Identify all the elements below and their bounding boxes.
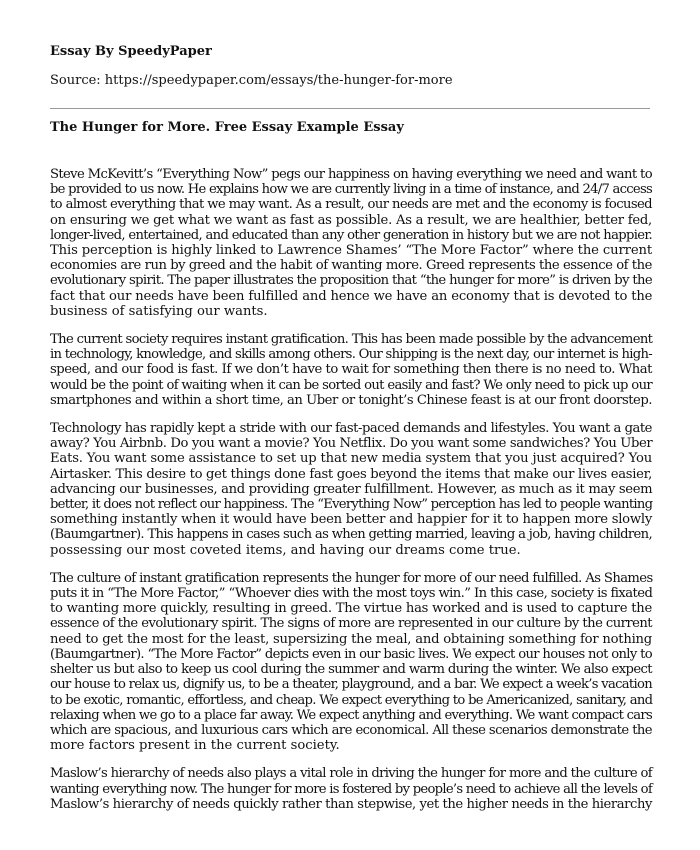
text-line: This perception is highly linked to Lawrence Shames’ “The More Factor” where the current (50, 243, 652, 259)
paragraph (50, 571, 670, 753)
paragraph (50, 167, 670, 319)
text-line: (Baumgartner). This happens in cases such as when getting married, leaving a job, having children, (50, 527, 652, 543)
text-line: longer-lived, entertained, and educated than any other generation in history but we are not happier. (50, 227, 652, 243)
essay-title: The Hunger for More. Free Essay Example Essay (50, 120, 404, 135)
text-line: to almost everything that we may want. As a result, our needs are met and the economy is focused (50, 197, 652, 213)
text-line: our house to relax us, dignify us, to be a theater, playground, and a bar. We expect a week’s vacation (50, 677, 652, 693)
text-line: something instantly when it would have been better and happier for it to happen more slowly (50, 512, 652, 528)
text-line: puts it in “The More Factor,” “Whoever dies with the most toys win.” In this case, society is fixated (50, 586, 653, 602)
text-line: on ensuring we get what we want as fast as possible. As a result, we are healthier, better fed, (50, 212, 652, 228)
text-line: in technology, knowledge, and skills among others. Our shipping is the next day, our internet is high- (50, 347, 652, 363)
text-line: evolutionary spirit. The paper illustrates the proposition that “the hunger for more” is driven by the (50, 273, 652, 289)
text-line: smartphones and within a short time, an Uber or tonight’s Chinese feast is at our front doorstep. (50, 392, 652, 408)
text-line: wanting everything now. The hunger for more is fostered by people’s need to achieve all the levels of (50, 781, 652, 797)
publisher-heading: Essay By SpeedyPaper (50, 44, 212, 59)
text-line: Maslow’s hierarchy of needs quickly rather than stepwise, yet the higher needs in the hierarchy (50, 796, 652, 812)
text-line: The culture of instant gratification represents the hunger for more of our need fulfilled. As Shames (50, 570, 653, 586)
text-line: speed, and our food is fast. If we don’t have to wait for something then there is no need to. What (50, 362, 652, 378)
text-line: would be the point of waiting when it can be sorted out easily and fast? We only need to pick up our (50, 377, 652, 393)
text-line: economies are run by greed and the habit of wanting more. Greed represents the essence of the (50, 258, 652, 274)
text-line: be provided to us now. He explains how we are currently living in a time of instance, and 24/7 access (50, 182, 652, 198)
text-line: Steve McKevitt’s “Everything Now” pegs our happiness on having everything we need and want to (50, 167, 652, 182)
text-line: The current society requires instant gratification. This has been made possible by the advancement (50, 332, 653, 348)
text-line: Technology has rapidly kept a stride with our fast-paced demands and lifestyles. You want a gate (50, 421, 652, 437)
text-line: business of satisfying our wants. (50, 303, 268, 319)
text-line: advancing our businesses, and providing greater fulfillment. However, as much as it may seem (50, 481, 653, 497)
source-line: Source: https://speedypaper.com/essays/the-hunger-for-more (50, 73, 453, 88)
text-line: (Baumgartner). “The More Factor” depicts even in our basic lives. We expect our houses not only to (50, 646, 652, 662)
text-line: Eats. You want some assistance to set up that new media system that you just acquired? You (50, 451, 652, 467)
text-line: relaxing when we go to a place far away. We expect anything and everything. We want compact cars (50, 707, 652, 723)
text-line: possessing our most coveted items, and having our dreams come true. (50, 542, 521, 558)
text-line: essence of the evolutionary spirit. The signs of more are represented in our culture by the current (50, 616, 652, 632)
text-line: to be exotic, romantic, effortless, and cheap. We expect everything to be Americanized, sanitary, and (50, 692, 653, 708)
text-line: away? You Airbnb. Do you want a movie? You Netflix. Do you want some sandwiches? You Uber (50, 436, 653, 452)
text-line: more factors present in the current society. (50, 738, 340, 754)
text-line: which are spacious, and luxurious cars which are economical. All these scenarios demonstrate the (50, 722, 652, 738)
paragraph (50, 421, 670, 558)
header-divider (50, 108, 650, 109)
text-line: fact that our needs have been fulfilled and hence we have an economy that is devoted to the (50, 288, 653, 304)
text-line: to wanting more quickly, resulting in greed. The virtue has worked and is used to capture the (50, 601, 652, 617)
essay-body (50, 167, 670, 825)
text-line: Maslow’s hierarchy of needs also plays a vital role in driving the hunger for more and the culture of (50, 766, 652, 782)
paragraph (50, 332, 670, 408)
paragraph (50, 766, 670, 812)
text-line: better, it does not reflect our happiness. The “Everything Now” perception has led to people wanting (50, 497, 653, 513)
text-line: Airtasker. This desire to get things done fast goes beyond the items that make our lives easier, (50, 466, 652, 482)
text-line: need to get the most for the least, supersizing the meal, and obtaining something for nothing (50, 631, 652, 647)
text-line: shelter us but also to keep us cool during the summer and warm during the winter. We also expect (50, 662, 652, 678)
